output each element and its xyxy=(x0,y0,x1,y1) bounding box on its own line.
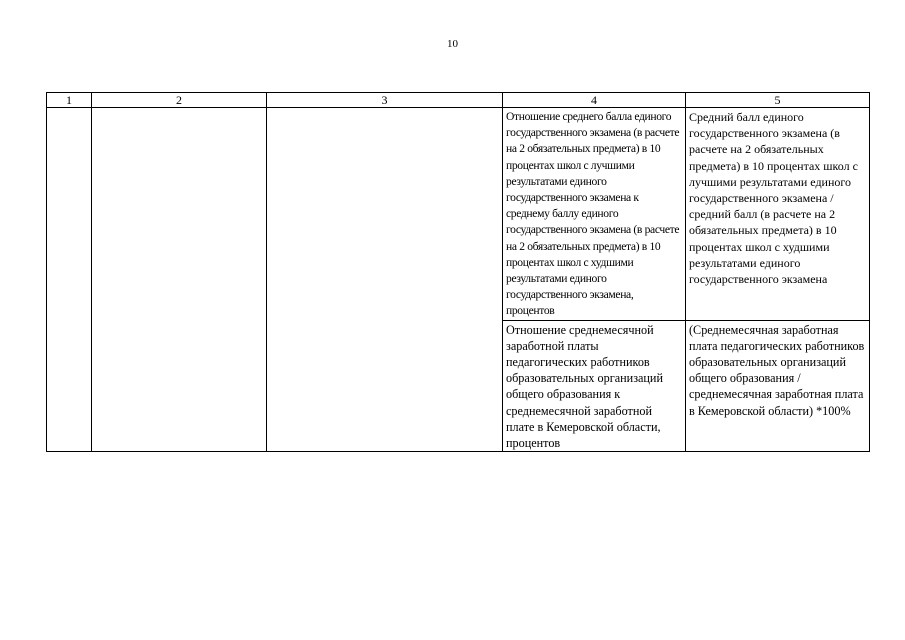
cell-col1 xyxy=(47,108,92,452)
column-header-4: 4 xyxy=(503,93,686,108)
indicator-formula: (Среднемесячная заработная плата педагогических работников образовательных организаций общего образования / среднемесячная заработная плата в Кемеровской области) *100% xyxy=(689,322,865,418)
indicator-name-cell xyxy=(503,320,686,452)
cell-col2 xyxy=(92,108,267,452)
indicator-formula: Средний балл единого государственного экзамена (в расчете на 2 обязательных предмета) в 10 процентах школ с лучшими результатами единого государственного экзамена / средний балл (в расчете на 2 обязательных предмета) в 10 процентах школ с худшими результатами единого государственного экзамена xyxy=(689,110,858,287)
column-header-2: 2 xyxy=(92,93,267,108)
indicator-name: Отношение среднего балла единого государственного экзамена (в расчете на 2 обязательных предмета) в 10 процентах школ с лучшими результатами единого государственного экзамена к среднему баллу единого государственного экзамена (в расчете на 2 обязательных предмета) в 10 процентах школ с худшими результатами единого государственного экзамена, процентов xyxy=(506,110,680,318)
column-header-5: 5 xyxy=(686,93,870,108)
indicator-formula-cell xyxy=(686,108,870,321)
indicator-formula-cell xyxy=(686,320,870,452)
table-row xyxy=(47,108,870,321)
cell-col3 xyxy=(267,108,503,452)
table-header-row xyxy=(47,93,870,108)
column-header-1: 1 xyxy=(47,93,92,108)
page-number: 10 xyxy=(447,38,458,50)
indicator-name-cell xyxy=(503,108,686,321)
column-header-3: 3 xyxy=(267,93,503,108)
indicator-name: Отношение среднемесячной заработной платы педагогических работников образовательных организаций общего образования к среднемесячной заработной плате в Кемеровской области, процентов xyxy=(506,322,663,451)
indicator-table xyxy=(46,92,870,452)
